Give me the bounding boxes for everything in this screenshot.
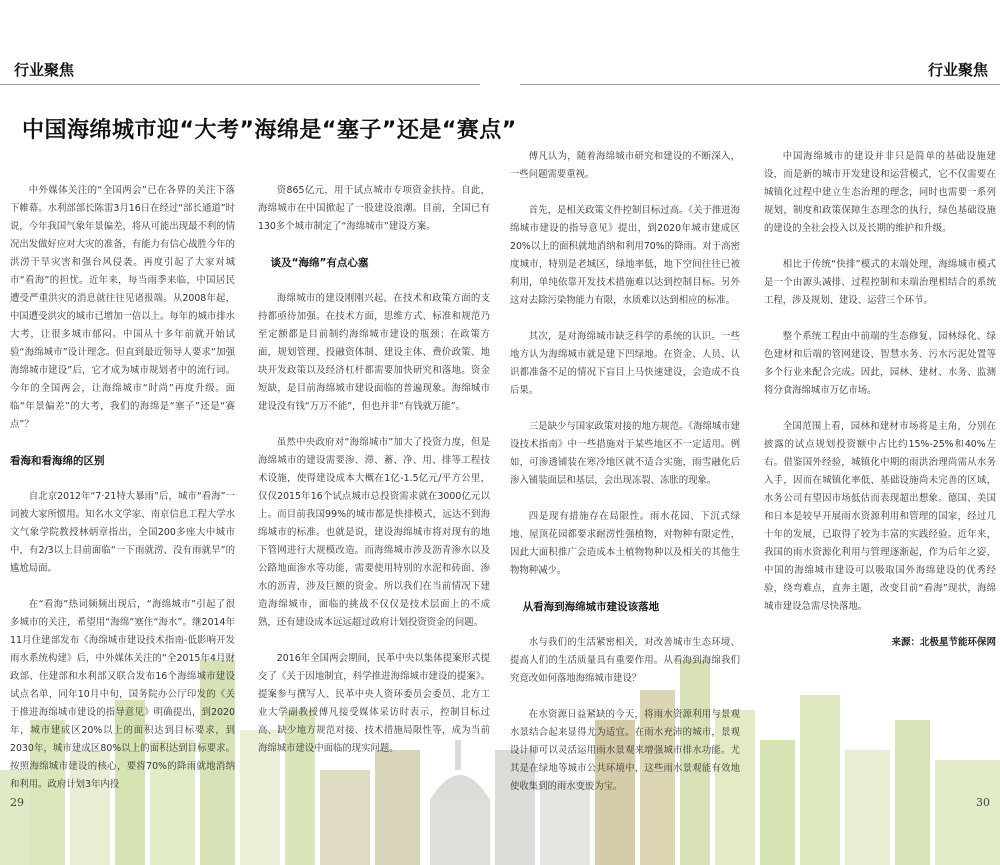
page-number-right: 30 — [976, 796, 990, 809]
paragraph: 中国海绵城市的建设并非只是简单的基础设施建设，而是新的城市开发建设和运营模式，它不仅需要在城镇化过程中建立生态治理的理念，同时也需要一系列规划，制度和政策保障生态理念的执行，绿色基础设施的建设的全社会投入以及长期的维护和升级。 — [764, 151, 996, 234]
column-3 — [510, 148, 740, 814]
column-1 — [10, 182, 235, 812]
section-heading: 谈及“海绵”有点心塞 — [270, 257, 369, 269]
section-header-left: 行业聚焦 — [14, 61, 75, 79]
header-divider-left — [0, 84, 480, 85]
paragraph: 在“看海”热词频频出现后，“海绵城市”引起了很多城市的关注，希望用“海绵”塞住“海水”。继2014年11月住建部发布《海绵城市建设技术指南-低影响开发雨水系统构建》后，中外媒体关注的“全2015年4月财政部、住建部和水利部又联合发布16个海绵城市建设试点名单，同年10月中旬，国务院办公厅印发的《关于推进海绵城市建设的指导意见》明确提出，到2020年，城市建成区20%以上的面积达到目标要求，到2030年，城市建成区80%以上的面积达到目标要求。按照海绵城市建设的核心，要将70%的降雨就地消纳和利用。政府计划3年内投 — [10, 599, 235, 790]
paragraph: 在水资源日益紧缺的今天，将雨水资源利用与景观水景结合起来显得尤为适宜。在雨水充沛的城市，景观设计师可以灵活运用雨水景观来增强城市排水功能。尤其是在绿地等城市公共环境中，这些雨水景观能有效地使收集到的雨水变废为宝。 — [510, 709, 740, 792]
section-heading: 看海和看海绵的区别 — [10, 455, 105, 467]
page-number-left: 29 — [10, 796, 24, 809]
column-4 — [764, 148, 996, 652]
column-2 — [258, 182, 490, 776]
paragraph: 资865亿元，用于试点城市专项资金扶持。自此，海绵城市在中国掀起了一股建设浪潮。目前，全国已有130多个城市制定了“海绵城市”建设方案。 — [258, 185, 490, 232]
paragraph: 三是缺少与国家政策对接的地方规范。《海绵城市建设技术指南》中一些措施对于某些地区不一定适用。例如，可渗透铺装在寒冷地区就不适合实施，雨雪融化后渗入铺装面层和基层，会出现冻裂、冻胀的现象。 — [510, 421, 740, 486]
paragraph: 四是现有措施存在局限性。雨水花园、下沉式绿地、屋顶花园都要求耐涝性强植物，对物种有限定性，因此大面积推广会造成本土植物物种以及相关的其他生物物种减少。 — [510, 511, 740, 576]
article-title: 中国海绵城市迎“大考”海绵是“塞子”还是“赛点” — [22, 118, 517, 143]
section-header-right: 行业聚焦 — [927, 61, 988, 79]
paragraph: 水与我们的生活紧密相关，对改善城市生态环境、提高人们的生活质量具有重要作用。从看海到海绵我们究竟改如何落地海绵城市建设？ — [510, 637, 740, 684]
article-source: 来源：北极星节能环保网 — [891, 637, 996, 648]
header-divider-right — [520, 84, 1000, 85]
paragraph: 海绵城市的建设刚刚兴起，在技术和政策方面的支持都亟待加强。在技术方面，思维方式、标准和规范乃至定额都是目前制约海绵城市建设的瓶颈；在政策方面，规划管理、投融资体制、建设主体、费价政策、地块开发政策以及经济杠杆都需要加快研究和落地。资金短缺，是目前海绵城市建设面临的普遍现象。海绵城市建设没有钱“万万不能”，但也并非“有钱就万能”。 — [258, 293, 490, 412]
paragraph: 全国范围上看，园林和建材市场将是主角，分别在披露的试点规划投资额中占比约15%-25%和40%左右。借鉴国外经验，城镇化中期的雨洪治理尚需从水务入手，因而在城镇化率低、基础设施尚未完善的区域，水务公司有望因市场低估而表现超出想象。德国、美国和日本是较早开展雨水资源利用和管理的国家，经过几十年的发展，已取得了较为丰富的实践经验。近年来，我国的雨水资源化利用与管理逐渐起，作为后年之姿，中国的海绵城市建设可以吸取国外海绵建设的优秀经验，绕弯难点，直奔主题，改变目前“看海”现状，海绵城市建设急需尽快落地。 — [764, 421, 996, 612]
paragraph: 整个系统工程由中前端的生态修复、园林绿化、绿色建材和后端的管网建设、智慧水务、污水污泥处置等多个行业来配合完成。因此，园林、建材、水务、监测将分食海绵城市万亿市场。 — [764, 331, 996, 396]
section-heading: 从看海到海绵城市建设该落地 — [522, 601, 660, 613]
paragraph: 其次，是对海绵城市缺乏科学的系统的认识。一些地方认为海绵城市就是建下凹绿地。在资金、人员、认识都准备不足的情况下盲目上马快速建设，会造成不良后果。 — [510, 331, 740, 396]
paragraph: 中外媒体关注的“全国两会”已在各界的关注下落下帷幕。水利部部长陈雷3月16日在经过“部长通道”时说，今年我国气象年景偏差，将从可能出现最不利的情况出发做好应对大灾的准备，有能力有信心战胜今年的洪涝干旱灾害和强台风侵袭。再度引起了大家对城市“看海”的担忧。近年来，每当雨季来临，中国居民遭受严重洪灾的消息就往往见诸报端。从2008年起，中国遭受洪灾的城市已增加一倍以上。每年的城市排水大考，让很多城市郁闷。中国从十多年前就开始试验“海绵城市”设计理念。但直到最近领导人要求“加强海绵城市建设”后，它才成为城市规划者中的流行词。今年的全国两会，让海绵城市“时尚”再度升级。面临“年景偏差”的大考，我们的海绵是“塞子”还是“赛点”？ — [10, 185, 236, 430]
paragraph: 首先，是相关政策文件控制目标过高。《关于推进海绵城市建设的指导意见》提出，到2020年城市建成区20%以上的面积就地消纳和利用70%的降雨。对于高密度城市，特别是老城区，绿地率低，地下空间往往已被利用，单纯依靠开发技术措施难以达到控制目标。另外这对去除污染物能力有限，水质难以达到相应的标准。 — [510, 205, 740, 306]
paragraph: 虽然中央政府对“海绵城市”加大了投资力度，但是海绵城市的建设需要渗、滞、蓄、净、用、排等工程技术设施，使得建设成本大概在1亿-1.5亿元/平方公里，仅仅2015年16个试点城市总投资需求就在3000亿元以上。而目前我国99%的城市都是快排模式，远达不到海绵城市的标准。也就是说，建设海绵城市将对现有的地下管网进行大规模改造。而海绵城市涉及沥青渗水以及公路地面渗水等功能，需要使用特别的水泥和砖面、渗水的沥青，涉及巨额的资金。所以我们在当前情况下建造海绵城市，面临的挑战不仅仅是技术层面上的不成熟，还有建设成本远远超过政府计划投资资金的问题。 — [258, 437, 490, 628]
paragraph: 自北京2012年“7·21特大暴雨”后，城市“看海”一词被大家所惯用。知名水文学家、南京信息工程大学水文气象学院教授林炳章指出，全国200多座大中城市中，有2/3以上目前面临“一下雨就涝、没有雨就旱”的尴尬局面。 — [10, 491, 236, 574]
paragraph: 2016年全国两会期间，民革中央以集体提案形式提交了《关于因地制宜，科学推进海绵城市建设的提案》。提案参与撰写人、民革中央人资环委员会委员、北方工业大学副教授傅凡接受媒体采访时表示，控制目标过高、缺少地方规范对接、技术措施局限性等，成为当前海绵城市建设中面临的现实问题。 — [258, 653, 490, 754]
paragraph: 傅凡认为，随着海绵城市研究和建设的不断深入，一些问题需要重视。 — [510, 151, 740, 180]
paragraph: 相比于传统“快排”模式的末端处理，海绵城市模式是一个由源头减排、过程控制和末端治理相结合的系统工程，涉及规划、建设、运营三个环节。 — [764, 259, 996, 306]
